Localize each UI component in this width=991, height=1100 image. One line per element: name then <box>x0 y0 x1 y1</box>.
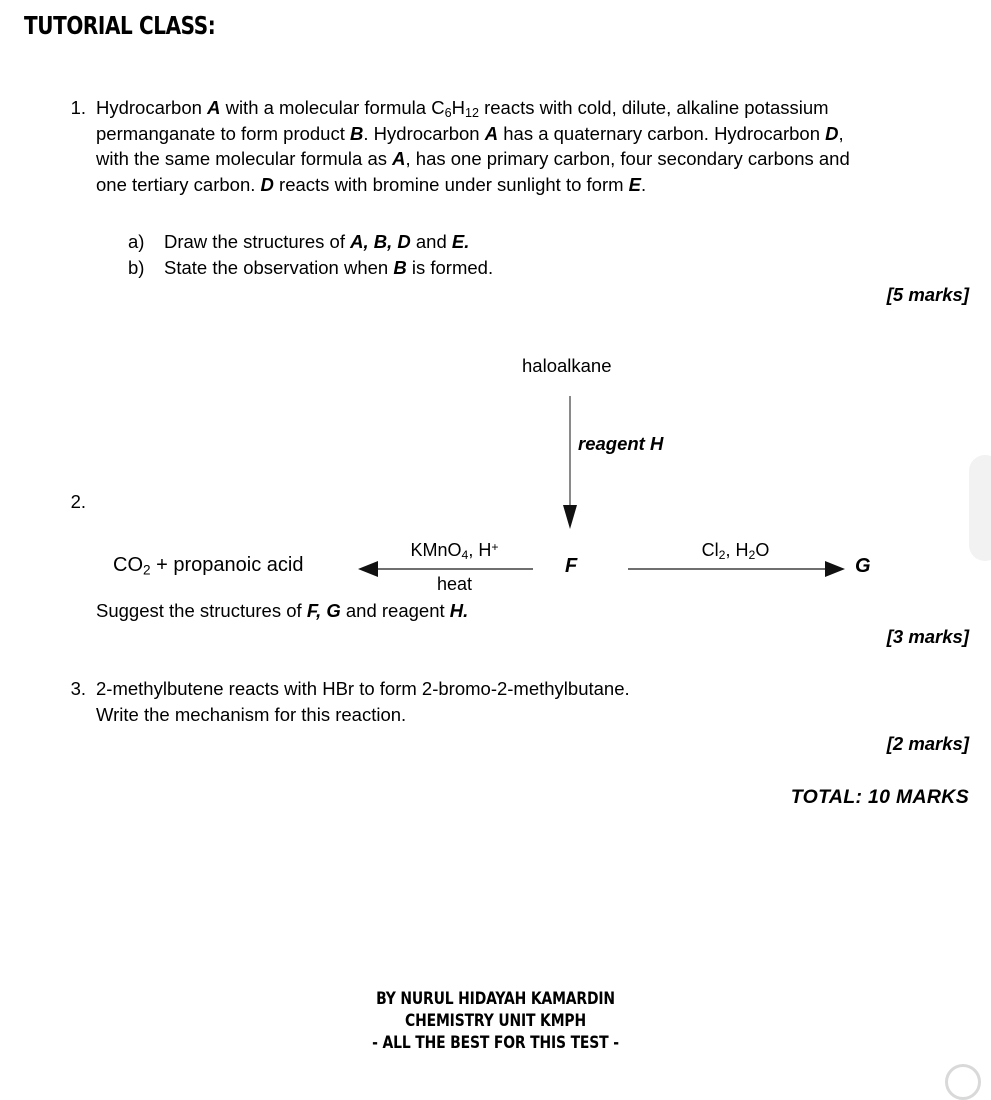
question-1-line-2: permanganate to form product B. Hydrocarbon A has a quaternary carbon. Hydrocarbon D, <box>96 122 844 144</box>
scheme-center-species: F <box>565 555 578 577</box>
question-1-line-4: one tertiary carbon. D reacts with bromine under sunlight to form E. <box>96 173 647 195</box>
subpart-b-label: b) <box>128 256 145 278</box>
left-arrow-above-label: KMnO$_4$, H+ <box>410 539 499 563</box>
question-3-line-1: 2-methylbutene reacts with HBr to form 2-bromo-2-methylbutane. <box>96 678 630 699</box>
question-1-number: 1. <box>70 97 86 118</box>
question-2-prompt: Suggest the structures of F, G and reagent H. <box>96 600 469 621</box>
right-arrow-line <box>628 568 838 570</box>
question-1-marks: [5 marks] <box>886 284 969 305</box>
question-3-text <box>96 676 630 727</box>
subpart-a-label: a) <box>128 231 145 252</box>
scheme-right-species: G <box>855 555 871 577</box>
left-arrow-line <box>363 568 533 570</box>
right-arrow-above-label: $Cl_2$, $H_2O$ <box>701 540 770 563</box>
footer-wish: - ALL THE BEST FOR THIS TEST - <box>372 1033 619 1053</box>
scheme-left-species: $CO_2$ + propanoic acid <box>113 554 304 578</box>
scheme-top-label: haloalkane <box>522 355 612 376</box>
question-1-line-3: with the same molecular formula as A, has one primary carbon, four secondary carbons and <box>96 148 850 169</box>
subpart-b-text: State the observation when B is formed. <box>164 256 494 278</box>
vertical-arrow-label: reagent H <box>578 433 664 454</box>
question-3-number: 3. <box>70 678 86 699</box>
subpart-a-text: Draw the structures of A, B, D and E. <box>164 231 470 252</box>
total-marks: TOTAL: 10 MARKS <box>790 786 969 808</box>
corner-arc-artifact <box>945 1064 981 1100</box>
page-title: TUTORIAL CLASS: <box>24 11 216 40</box>
footer <box>0 988 991 1054</box>
edge-overlay-artifact <box>969 455 991 561</box>
question-1-line-1: Hydrocarbon A with a molecular formula $C_6H_{12}$ reacts with cold, dilute, alkaline potassium <box>96 97 829 121</box>
footer-author: BY NURUL HIDAYAH KAMARDIN <box>376 989 615 1009</box>
question-2-number: 2. <box>70 491 86 512</box>
vertical-arrow-line <box>569 396 571 509</box>
vertical-arrow-head-icon <box>563 505 577 529</box>
question-3-line-2: Write the mechanism for this reaction. <box>96 703 407 725</box>
question-3-marks: [2 marks] <box>886 733 969 754</box>
question-3 <box>58 676 978 727</box>
right-arrow-head-icon <box>825 561 845 577</box>
question-2-marks: [3 marks] <box>886 626 969 647</box>
footer-unit: CHEMISTRY UNIT KMPH <box>405 1011 586 1031</box>
left-arrow-below-label: heat <box>436 574 473 594</box>
